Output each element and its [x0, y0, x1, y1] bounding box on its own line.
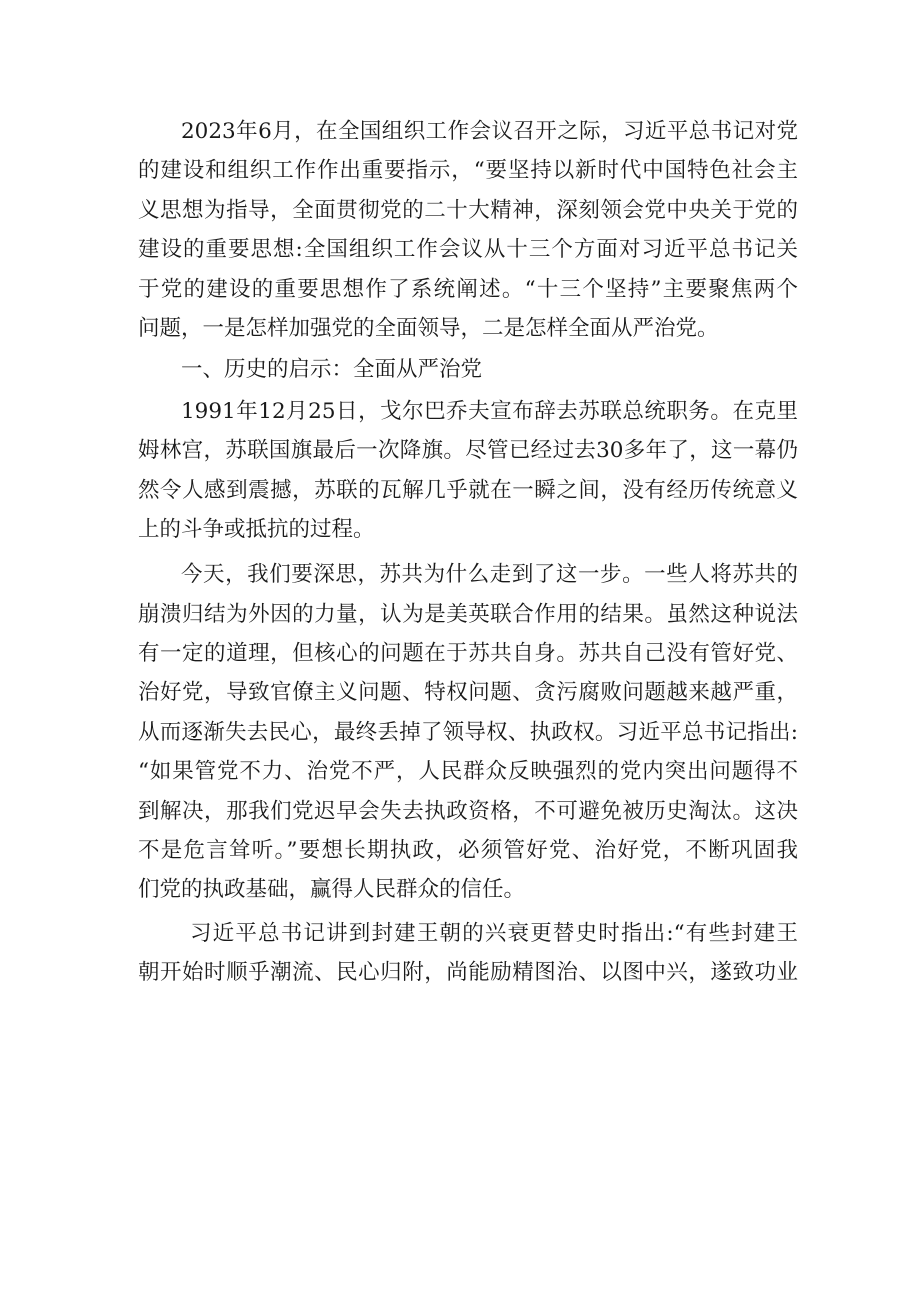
text-line: 崩溃归结为外因的力量，认为是美英联合作用的结果。虽然这种说法	[138, 601, 798, 627]
text-line: 不是危言耸听。”要想长期执政，必须管好党、治好党，不断巩固我	[138, 838, 798, 864]
text-line: 从而逐渐失去民心，最终丢掉了领导权、执政权。习近平总书记指出:	[138, 719, 798, 745]
text-line: 姆林宫，苏联国旗最后一次降旗。尽管已经过去30多年了，这一幕仍	[138, 438, 798, 464]
text-line: 们党的执政基础，赢得人民群众的信任。	[138, 877, 526, 903]
text-line: 于党的建设的重要思想作了系统阐述。“十三个坚持”主要聚焦两个	[138, 276, 798, 302]
text-line: “如果管党不力、治党不严，人民群众反映强烈的党内突出问题得不	[138, 759, 798, 785]
text-line: 治好党，导致官僚主义问题、特权问题、贪污腐败问题越来越严重，	[138, 680, 798, 706]
text-line: 1991年12月25日，戈尔巴乔夫宣布辞去苏联总统职务。在克里	[181, 398, 798, 424]
document-body	[138, 112, 798, 993]
text-line: 今天，我们要深思，苏共为什么走到了这一步。一些人将苏共的	[181, 562, 798, 588]
heading-text: 一、历史的启示：全面从严治党	[181, 357, 483, 383]
text-line: 的建设和组织工作作出重要指示，“要坚持以新时代中国特色社会主	[138, 158, 798, 184]
text-line: 建设的重要思想:全国组织工作会议从十三个方面对习近平总书记关	[138, 237, 798, 263]
section-heading	[138, 350, 798, 389]
text-line: 上的斗争或抵抗的过程。	[138, 516, 375, 542]
paragraph-history	[138, 392, 798, 550]
text-line: 然令人感到震撼，苏联的瓦解几乎就在一瞬之间，没有经历传统意义	[138, 477, 798, 503]
text-line: 义思想为指导，全面贯彻党的二十大精神，深刻领会党中央关于党的	[138, 197, 798, 223]
paragraph-reflection	[138, 555, 798, 910]
text-line: 习近平总书记讲到封建王朝的兴衰更替史时指出:“有些封建王	[190, 920, 798, 946]
text-line: 有一定的道理，但核心的问题在于苏共自身。苏共自己没有管好党、	[138, 641, 798, 667]
paragraph-dynasties	[138, 914, 798, 993]
text-line: 2023年6月，在全国组织工作会议召开之际，习近平总书记对党	[181, 119, 798, 144]
text-line: 到解决，那我们党迟早会失去执政资格，不可避免被历史淘汰。这决	[138, 798, 798, 824]
paragraph-intro	[138, 112, 798, 348]
text-line: 朝开始时顺乎潮流、民心归附，尚能励精图治、以图中兴，遂致功业	[138, 960, 798, 986]
text-line: 问题，一是怎样加强党的全面领导，二是怎样全面从严治党。	[138, 315, 719, 341]
